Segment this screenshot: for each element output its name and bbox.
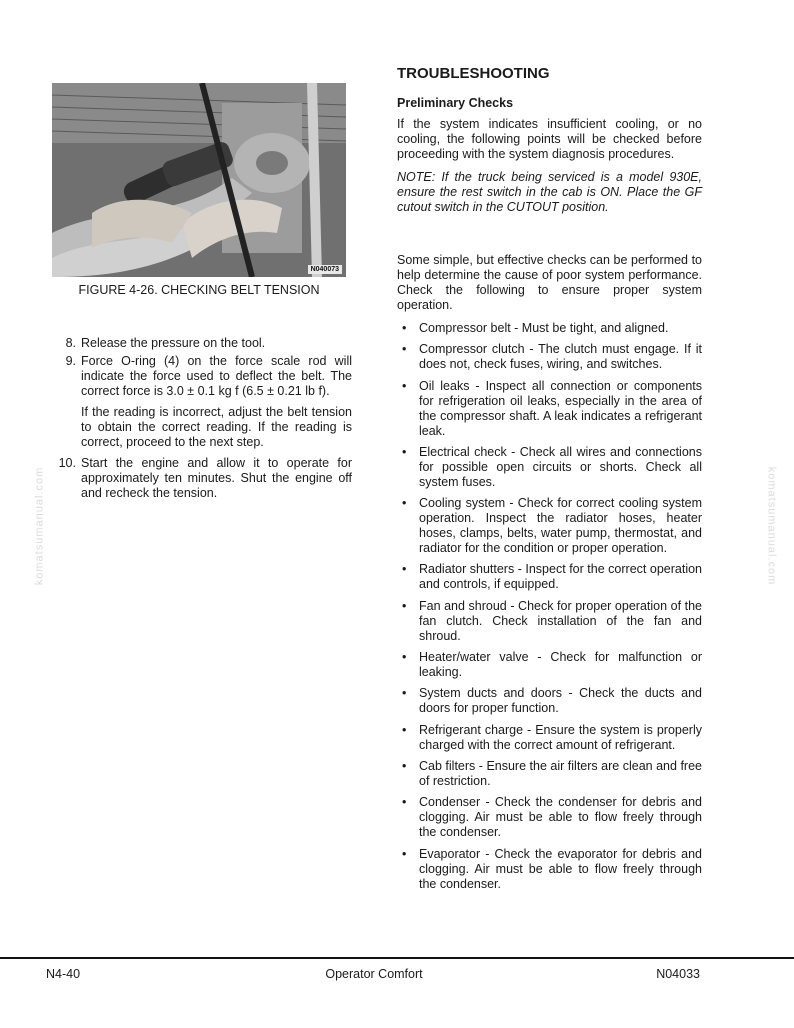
check-item: [397, 496, 702, 556]
checks-list: [397, 321, 702, 892]
step-10: [52, 456, 352, 501]
section-subheading: Preliminary Checks: [397, 96, 514, 110]
model-note: NOTE: If the truck being serviced is a model 930E, ensure the rest switch in the cab is ON. Place the GF cutout switch in the CUTOUT position.: [397, 170, 702, 214]
footer-page-number: N4-40: [46, 967, 81, 981]
check-item-text: Compressor belt - Must be tight, and aligned.: [419, 321, 669, 335]
bullet-marker: •: [402, 496, 407, 511]
footer-section-title: Operator Comfort: [325, 967, 423, 981]
step-number: 9.: [65, 354, 76, 368]
bullet-marker: •: [402, 378, 407, 393]
watermark-left: komatsumanual.com: [33, 466, 46, 586]
step-text: Release the pressure on the tool.: [81, 336, 266, 350]
intro-paragraph: If the system indicates insufficient cooling, or no cooling, the following points will be checked before proceeding with the system diagnosis procedures.: [397, 117, 702, 161]
bullet-marker: •: [402, 598, 407, 613]
check-item: [397, 562, 702, 592]
checks-intro: Some simple, but effective checks can be performed to help determine the cause of poor system performance. Check the following to ensure proper system operation.: [397, 253, 702, 312]
step-9-note: If the reading is incorrect, adjust the belt tension to obtain the correct reading. If the reading is correct, proceed to the next step.: [81, 405, 352, 449]
check-item: [397, 795, 702, 840]
check-item-text: System ducts and doors - Check the ducts and doors for proper function.: [419, 686, 702, 716]
figure-code: N040073: [308, 265, 342, 274]
bullet-marker: •: [402, 758, 407, 773]
bullet-marker: •: [402, 562, 407, 577]
step-number: 8.: [65, 336, 76, 350]
figure-caption: FIGURE 4-26. CHECKING BELT TENSION: [78, 283, 320, 297]
bullet-marker: •: [402, 342, 407, 357]
check-item-text: Cab filters - Ensure the air filters are clean and free of restriction.: [419, 758, 702, 788]
step-9: [52, 354, 352, 399]
check-item: [397, 342, 702, 372]
step-8: [52, 336, 352, 351]
check-item: [397, 847, 702, 892]
check-item: [397, 445, 702, 490]
bullet-marker: •: [402, 722, 407, 737]
footer-rule: [0, 957, 794, 959]
check-item-text: Electrical check - Check all wires and connections for possible open circuits or shorts. Check all system fuses.: [419, 444, 702, 489]
bullet-marker: •: [402, 321, 407, 335]
check-item-text: Compressor clutch - The clutch must engage. If it does not, check fuses, wiring, and switches.: [419, 342, 702, 372]
check-item: [397, 379, 702, 439]
bullet-marker: •: [402, 686, 407, 701]
belt-tension-photo: [52, 83, 346, 277]
footer-doc-code: N04033: [656, 967, 700, 981]
check-item-text: Radiator shutters - Inspect for the correct operation and controls, if equipped.: [419, 562, 702, 592]
step-number: 10.: [58, 456, 76, 470]
check-item-text: Oil leaks - Inspect all connection or components for refrigeration oil leaks, especially in the area of the compressor shaft. A leak indicates a refrigerant leak.: [419, 378, 702, 438]
check-item-text: Fan and shroud - Check for proper operation of the fan clutch. Check installation of the fan and shroud.: [419, 598, 702, 643]
step-text: Start the engine and allow it to operate for approximately ten minutes. Shut the engine off and recheck the tension.: [81, 456, 352, 500]
check-item-text: Cooling system - Check for correct cooling system operation. Inspect the radiator hoses, heater hoses, clamps, belts, water pump, thermostat, and radiator for the condition or proper operation.: [419, 496, 702, 556]
step-text: Force O-ring (4) on the force scale rod will indicate the force used to deflect the belt. The correct force is 3.0 ± 0.1 kg f (6.5 ± 0.21 lb f).: [81, 354, 352, 398]
bullet-marker: •: [402, 795, 407, 810]
bullet-marker: •: [402, 444, 407, 459]
check-item: [397, 650, 702, 680]
check-item: [397, 723, 702, 753]
check-item-text: Evaporator - Check the evaporator for debris and clogging. Air must be able to flow freely through the condenser.: [419, 846, 702, 891]
bullet-marker: •: [402, 846, 407, 861]
check-item: [397, 599, 702, 644]
check-item-text: Heater/water valve - Check for malfunction or leaking.: [419, 650, 702, 680]
check-item-text: Condenser - Check the condenser for debris and clogging. Air must be able to flow freely through the condenser.: [419, 795, 702, 840]
section-heading: TROUBLESHOOTING: [397, 65, 550, 82]
check-item: [397, 759, 702, 789]
bullet-marker: •: [402, 650, 407, 665]
check-item: [397, 321, 702, 336]
procedure-steps: [52, 336, 352, 504]
check-item-text: Refrigerant charge - Ensure the system is properly charged with the correct amount of refrigerant.: [419, 722, 702, 752]
watermark-right: komatsumanual.com: [765, 466, 778, 586]
figure-photo: [52, 83, 346, 277]
check-item: [397, 686, 702, 716]
troubleshooting-section: [397, 64, 702, 898]
